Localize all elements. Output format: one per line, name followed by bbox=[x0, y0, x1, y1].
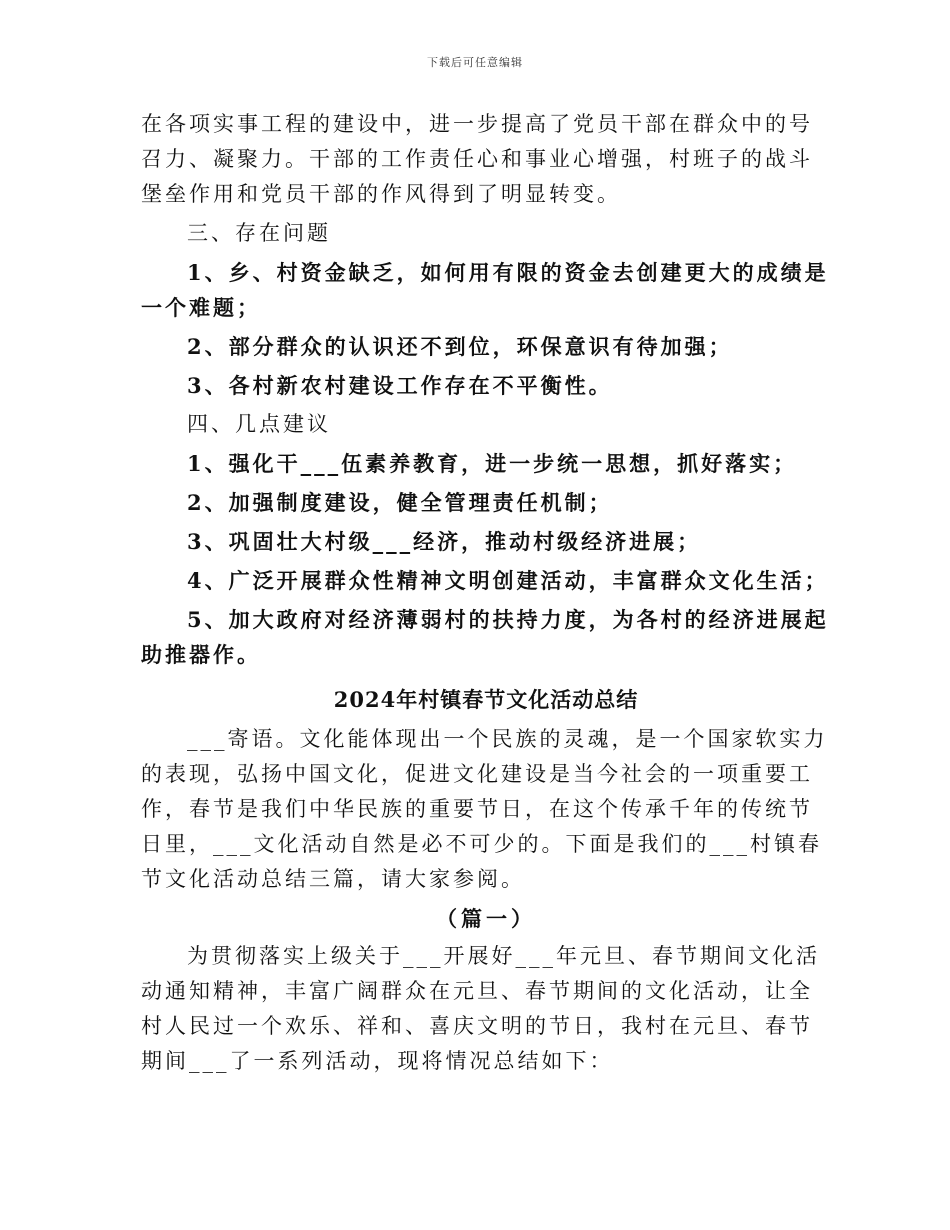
document-body bbox=[141, 107, 831, 1083]
part-one-paragraph: 为贯彻落实上级关于___开展好___年元旦、春节期间文化活动通知精神，丰富广阔群众在元旦、春节期间的文化活动，让全村人民过一个欢乐、祥和、喜庆文明的节日，我村在元旦、春节期间___了一系列活动，现将情况总结如下： bbox=[141, 944, 820, 1073]
page-header-note: 下载后可任意编辑 bbox=[427, 56, 523, 69]
suggestion-item-1: 1、强化干___伍素养教育，进一步统一思想，抓好落实； bbox=[187, 451, 798, 476]
section-heading-issues: 三、存在问题 bbox=[187, 221, 331, 245]
document-title: 2024年村镇春节文化活动总结 bbox=[333, 687, 639, 712]
suggestion-item-2: 2、加强制度建设，健全管理责任机制； bbox=[187, 490, 613, 515]
suggestion-item-5: 5、加大政府对经济薄弱村的扶持力度，为各村的经济进展起助推器作。 bbox=[141, 607, 829, 667]
intro-paragraph: ___寄语。文化能体现出一个民族的灵魂，是一个国家软实力的表现，弘扬中国文化，促进文化建设是当今社会的一项重要工作，春节是我们中华民族的重要节日，在这个传承千年的传统节日里，___文化活动自然是必不可少的。下面是我们的___村镇春节文化活动总结三篇，请大家参阅。 bbox=[141, 727, 828, 891]
issue-item-3: 3、各村新农村建设工作存在不平衡性。 bbox=[187, 373, 613, 398]
suggestion-item-4: 4、广泛开展群众性精神文明创建活动，丰富群众文化生活； bbox=[187, 568, 829, 593]
part-one-heading: （篇一） bbox=[436, 906, 536, 931]
paragraph-continuation: 在各项实事工程的建设中，进一步提高了党员干部在群众中的号召力、凝聚力。干部的工作责任心和事业心增强，村班子的战斗堡垒作用和党员干部的作风得到了明显转变。 bbox=[141, 112, 813, 206]
issue-item-2: 2、部分群众的认识还不到位，环保意识有待加强； bbox=[187, 334, 733, 359]
issue-item-1: 1、乡、村资金缺乏，如何用有限的资金去创建更大的成绩是一个难题； bbox=[141, 260, 829, 320]
suggestion-item-3: 3、巩固壮大村级___经济，推动村级经济进展； bbox=[187, 529, 702, 554]
section-heading-suggestions: 四、几点建议 bbox=[187, 412, 331, 436]
